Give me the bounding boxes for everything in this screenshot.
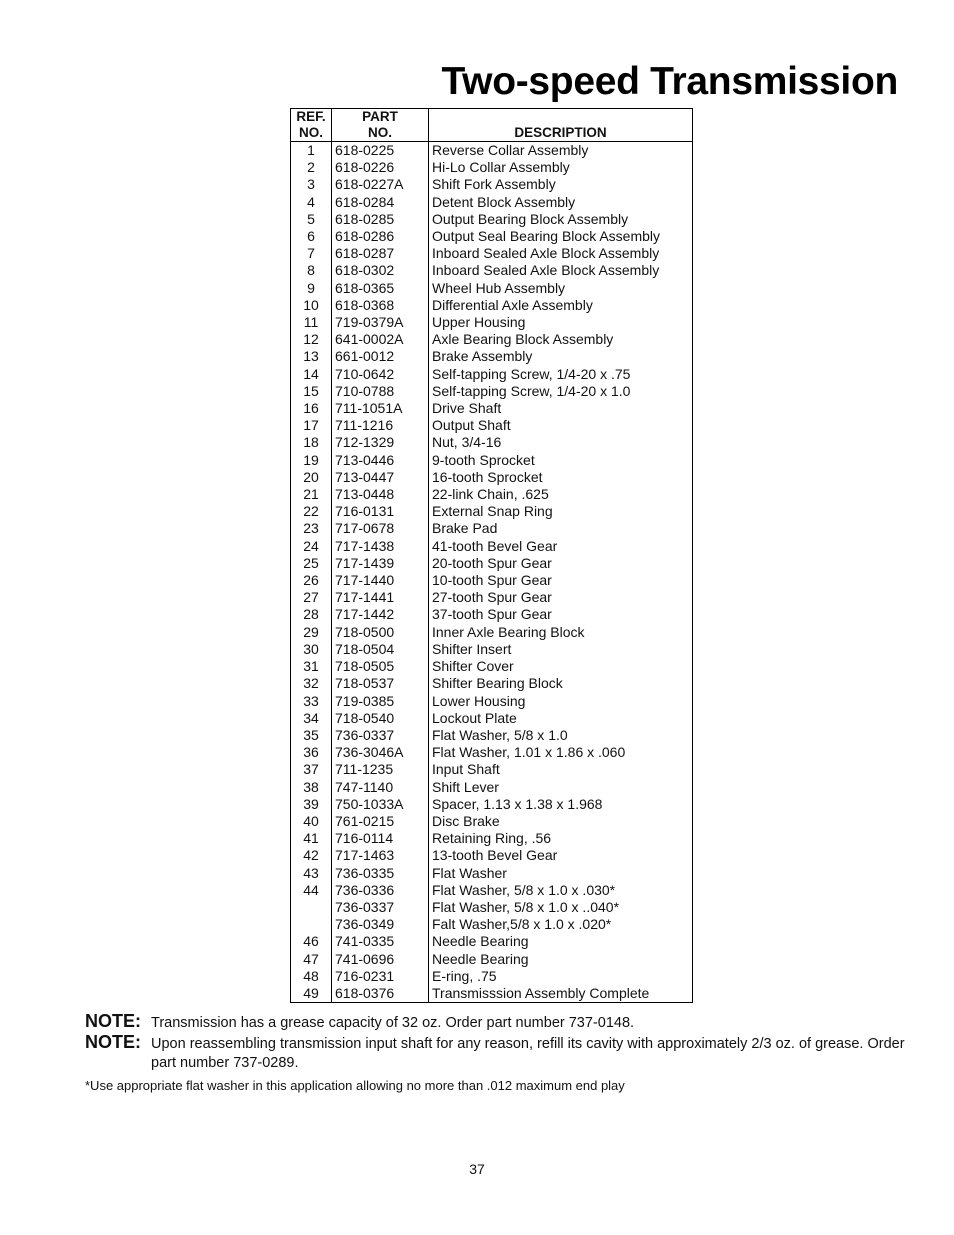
ref-no-cell: 38 — [291, 779, 332, 796]
part-no-cell: 711-1235 — [332, 761, 429, 778]
ref-no-cell: 21 — [291, 486, 332, 503]
part-no-cell: 716-0114 — [332, 830, 429, 847]
part-no-cell: 661-0012 — [332, 348, 429, 365]
part-no-cell: 717-1439 — [332, 555, 429, 572]
description-cell: Drive Shaft — [432, 400, 502, 417]
description-cell: Brake Pad — [432, 520, 498, 537]
description-cell: Output Shaft — [432, 417, 511, 434]
ref-no-cell: 4 — [291, 194, 332, 211]
table-row — [291, 314, 693, 331]
description-cell: Flat Washer, 1.01 x 1.86 x .060 — [432, 744, 626, 761]
ref-no-cell: 19 — [291, 452, 332, 469]
description-cell: 13-tooth Bevel Gear — [432, 847, 558, 864]
description-cell: 16-tooth Sprocket — [432, 468, 543, 485]
description-cell: Detent Block Assembly — [432, 193, 576, 210]
table-row — [291, 434, 693, 451]
part-no-cell: 761-0215 — [332, 813, 429, 830]
table-row — [291, 761, 693, 778]
description-cell: Axle Bearing Block Assembly — [432, 331, 614, 348]
part-no-cell: 736-0337 — [332, 899, 429, 916]
part-no-cell: 641-0002A — [332, 331, 429, 348]
ref-no-cell: 41 — [291, 830, 332, 847]
description-cell: Wheel Hub Assembly — [432, 279, 566, 296]
part-no-cell: 618-0365 — [332, 280, 429, 297]
ref-no-cell: 48 — [291, 968, 332, 985]
description-cell: Differential Axle Assembly — [432, 296, 593, 313]
description-cell: 41-tooth Bevel Gear — [432, 537, 558, 554]
description-cell: 10-tooth Spur Gear — [432, 572, 552, 589]
part-no-header — [332, 109, 429, 142]
ref-no-cell: 6 — [291, 228, 332, 245]
table-row — [291, 830, 693, 847]
table-body — [291, 142, 693, 1003]
table-row — [291, 159, 693, 176]
part-no-cell: 717-1440 — [332, 572, 429, 589]
description-cell: 37-tooth Spur Gear — [432, 606, 552, 623]
part-no-cell: 716-0131 — [332, 503, 429, 520]
ref-no-cell: 13 — [291, 348, 332, 365]
description-cell: Flat Washer, 5/8 x 1.0 x ..040* — [432, 898, 620, 915]
table-row — [291, 348, 693, 365]
part-no-cell: 713-0448 — [332, 486, 429, 503]
part-no-cell: 618-0287 — [332, 245, 429, 262]
part-no-cell: 710-0788 — [332, 383, 429, 400]
description-cell: Lower Housing — [432, 692, 526, 709]
ref-no-cell: 23 — [291, 520, 332, 537]
ref-header-line2: NO. — [298, 125, 323, 140]
ref-header-line1: REF. — [296, 109, 326, 124]
table-row — [291, 933, 693, 950]
ref-no-cell: 43 — [291, 865, 332, 882]
ref-no-cell: 2 — [291, 159, 332, 176]
description-cell: Spacer, 1.13 x 1.38 x 1.968 — [432, 795, 603, 812]
part-no-cell: 736-3046A — [332, 744, 429, 761]
table-row — [291, 572, 693, 589]
ref-no-cell: 47 — [291, 951, 332, 968]
table-row — [291, 796, 693, 813]
table-row — [291, 297, 693, 314]
table-row — [291, 882, 693, 899]
table-row — [291, 606, 693, 623]
ref-no-cell: 20 — [291, 469, 332, 486]
table-row — [291, 211, 693, 228]
ref-no-cell: 15 — [291, 383, 332, 400]
ref-no-cell: 9 — [291, 280, 332, 297]
note-reassembly — [85, 1033, 905, 1073]
part-no-cell: 718-0500 — [332, 624, 429, 641]
part-header-line2: NO. — [367, 125, 392, 140]
ref-no-cell: 12 — [291, 331, 332, 348]
table-row — [291, 589, 693, 606]
description-cell: Inboard Sealed Axle Block Assembly — [432, 245, 660, 262]
description-cell: Shifter Cover — [432, 658, 514, 675]
ref-no-cell: 32 — [291, 675, 332, 692]
description-cell: 9-tooth Sprocket — [432, 451, 535, 468]
ref-no-cell: 17 — [291, 417, 332, 434]
table-row — [291, 899, 693, 916]
part-no-cell: 717-0678 — [332, 520, 429, 537]
description-cell: Disc Brake — [432, 812, 500, 829]
part-no-cell: 750-1033A — [332, 796, 429, 813]
ref-no-cell — [291, 916, 332, 933]
ref-no-header — [291, 109, 332, 142]
page-number: 37 — [469, 1161, 485, 1177]
description-cell: Shifter Insert — [432, 640, 512, 657]
table-row — [291, 331, 693, 348]
ref-no-cell: 37 — [291, 761, 332, 778]
table-row — [291, 968, 693, 985]
ref-no-cell: 35 — [291, 727, 332, 744]
part-no-cell: 717-1441 — [332, 589, 429, 606]
description-cell: Output Seal Bearing Block Assembly — [432, 228, 661, 245]
table-row — [291, 262, 693, 279]
ref-no-cell: 11 — [291, 314, 332, 331]
part-no-cell: 747-1140 — [332, 779, 429, 796]
table-row — [291, 400, 693, 417]
part-no-cell: 618-0225 — [332, 142, 429, 160]
ref-no-cell: 33 — [291, 693, 332, 710]
ref-no-cell: 29 — [291, 624, 332, 641]
ref-no-cell: 18 — [291, 434, 332, 451]
ref-no-cell: 8 — [291, 262, 332, 279]
description-cell: 20-tooth Spur Gear — [432, 554, 552, 571]
part-no-cell: 717-1438 — [332, 538, 429, 555]
part-no-cell: 713-0447 — [332, 469, 429, 486]
note-text: Transmission has a grease capacity of 32 oz. Order part number 737-0148. — [151, 1015, 635, 1031]
ref-no-cell: 42 — [291, 847, 332, 864]
ref-no-cell: 24 — [291, 538, 332, 555]
description-cell: Inboard Sealed Axle Block Assembly — [432, 262, 660, 279]
ref-no-cell: 1 — [291, 142, 332, 160]
description-cell: Shift Fork Assembly — [432, 176, 556, 193]
table-row — [291, 675, 693, 692]
table-row — [291, 486, 693, 503]
description-cell: Output Bearing Block Assembly — [432, 210, 629, 227]
description-cell: 22-link Chain, .625 — [432, 486, 549, 503]
part-no-cell: 718-0537 — [332, 675, 429, 692]
description-cell: External Snap Ring — [432, 503, 553, 520]
description-cell: Flat Washer, 5/8 x 1.0 — [432, 726, 568, 743]
part-header-line1: PART — [362, 109, 398, 124]
table-row — [291, 951, 693, 968]
ref-no-cell: 34 — [291, 710, 332, 727]
description-cell: Lockout Plate — [432, 709, 517, 726]
part-no-cell: 713-0446 — [332, 452, 429, 469]
description-cell: Retaining Ring, .56 — [432, 830, 552, 847]
part-no-cell: 618-0284 — [332, 194, 429, 211]
description-cell: Self-tapping Screw, 1/4-20 x .75 — [432, 365, 631, 382]
table-row — [291, 693, 693, 710]
ref-no-cell: 25 — [291, 555, 332, 572]
part-no-cell: 736-0337 — [332, 727, 429, 744]
part-no-cell: 736-0349 — [332, 916, 429, 933]
note-text: Upon reassembling transmission input shaft for any reason, refill its cavity with approximately 2/3 oz. of grease. Order part number 737-0289. — [151, 1036, 905, 1071]
ref-no-cell: 30 — [291, 641, 332, 658]
note-grease-capacity — [85, 1012, 905, 1033]
table-row — [291, 555, 693, 572]
table-header — [291, 109, 693, 142]
ref-no-cell: 22 — [291, 503, 332, 520]
table-row — [291, 228, 693, 245]
part-no-cell: 736-0335 — [332, 865, 429, 882]
table-row — [291, 641, 693, 658]
part-no-cell: 618-0227A — [332, 176, 429, 193]
ref-no-cell: 44 — [291, 882, 332, 899]
part-no-cell: 741-0696 — [332, 951, 429, 968]
description-cell: Falt Washer,5/8 x 1.0 x .020* — [432, 916, 612, 933]
part-no-cell: 618-0285 — [332, 211, 429, 228]
part-no-cell: 711-1051A — [332, 400, 429, 417]
part-no-cell: 716-0231 — [332, 968, 429, 985]
description-cell: 27-tooth Spur Gear — [432, 589, 552, 606]
part-no-cell: 719-0379A — [332, 314, 429, 331]
description-cell: Reverse Collar Assembly — [432, 142, 589, 158]
ref-no-cell — [291, 899, 332, 916]
description-cell: E-ring, .75 — [432, 967, 497, 984]
ref-no-cell: 5 — [291, 211, 332, 228]
part-no-cell: 719-0385 — [332, 693, 429, 710]
description-cell: Transmisssion Assembly Complete — [432, 984, 650, 1001]
ref-no-cell: 10 — [291, 297, 332, 314]
table-row — [291, 710, 693, 727]
ref-no-cell: 14 — [291, 366, 332, 383]
ref-no-cell: 3 — [291, 176, 332, 193]
table-row — [291, 142, 693, 160]
part-no-cell: 736-0336 — [332, 882, 429, 899]
part-no-cell: 618-0226 — [332, 159, 429, 176]
part-no-cell: 618-0376 — [332, 985, 429, 1003]
table-row — [291, 916, 693, 933]
table-row — [291, 194, 693, 211]
table-row — [291, 503, 693, 520]
ref-no-cell: 36 — [291, 744, 332, 761]
table-row — [291, 417, 693, 434]
table-row — [291, 452, 693, 469]
notes-section — [85, 1012, 905, 1073]
table-row — [291, 469, 693, 486]
ref-no-cell: 7 — [291, 245, 332, 262]
ref-no-cell: 39 — [291, 796, 332, 813]
part-no-cell: 718-0540 — [332, 710, 429, 727]
description-cell: Brake Assembly — [432, 348, 533, 365]
ref-no-cell: 27 — [291, 589, 332, 606]
description-cell: Nut, 3/4-16 — [432, 434, 502, 451]
ref-no-cell: 28 — [291, 606, 332, 623]
part-no-cell: 618-0302 — [332, 262, 429, 279]
table-row — [291, 383, 693, 400]
description-cell: Self-tapping Screw, 1/4-20 x 1.0 — [432, 382, 631, 399]
description-cell: Input Shaft — [432, 761, 500, 778]
table-row — [291, 366, 693, 383]
part-no-cell: 618-0286 — [332, 228, 429, 245]
part-no-cell: 618-0368 — [332, 297, 429, 314]
table-row — [291, 280, 693, 297]
parts-table — [290, 108, 693, 1003]
part-no-cell: 717-1442 — [332, 606, 429, 623]
table-row — [291, 865, 693, 882]
ref-no-cell: 49 — [291, 985, 332, 1003]
table-row — [291, 985, 693, 1003]
table-row — [291, 538, 693, 555]
part-no-cell: 718-0505 — [332, 658, 429, 675]
description-cell: Flat Washer — [432, 864, 507, 881]
part-no-cell: 711-1216 — [332, 417, 429, 434]
table-row — [291, 744, 693, 761]
table-row — [291, 624, 693, 641]
footnote: *Use appropriate flat washer in this application allowing no more than .012 maximum end play — [85, 1078, 625, 1093]
description-cell: Needle Bearing — [432, 950, 529, 967]
description-cell: Shift Lever — [432, 778, 499, 795]
ref-no-cell: 46 — [291, 933, 332, 950]
description-cell: Inner Axle Bearing Block — [432, 623, 585, 640]
note-label: NOTE: — [85, 1011, 141, 1031]
description-cell: Hi-Lo Collar Assembly — [432, 159, 570, 176]
table-row — [291, 176, 693, 193]
table-row — [291, 847, 693, 864]
description-cell: Flat Washer, 5/8 x 1.0 x .030* — [432, 881, 616, 898]
ref-no-cell: 31 — [291, 658, 332, 675]
table-row — [291, 813, 693, 830]
description-cell: Upper Housing — [432, 314, 526, 331]
part-no-cell: 718-0504 — [332, 641, 429, 658]
ref-no-cell: 26 — [291, 572, 332, 589]
table-row — [291, 658, 693, 675]
table-row — [291, 727, 693, 744]
table-row — [291, 245, 693, 262]
page-title: Two-speed Transmission — [441, 60, 898, 103]
table-row — [291, 779, 693, 796]
part-no-cell: 717-1463 — [332, 847, 429, 864]
table-row — [291, 520, 693, 537]
note-label: NOTE: — [85, 1032, 141, 1052]
description-header: DESCRIPTION — [429, 109, 693, 142]
part-no-cell: 712-1329 — [332, 434, 429, 451]
description-cell: Shifter Bearing Block — [432, 675, 563, 692]
ref-no-cell: 16 — [291, 400, 332, 417]
part-no-cell: 741-0335 — [332, 933, 429, 950]
part-no-cell: 710-0642 — [332, 366, 429, 383]
ref-no-cell: 40 — [291, 813, 332, 830]
description-cell: Needle Bearing — [432, 933, 529, 950]
